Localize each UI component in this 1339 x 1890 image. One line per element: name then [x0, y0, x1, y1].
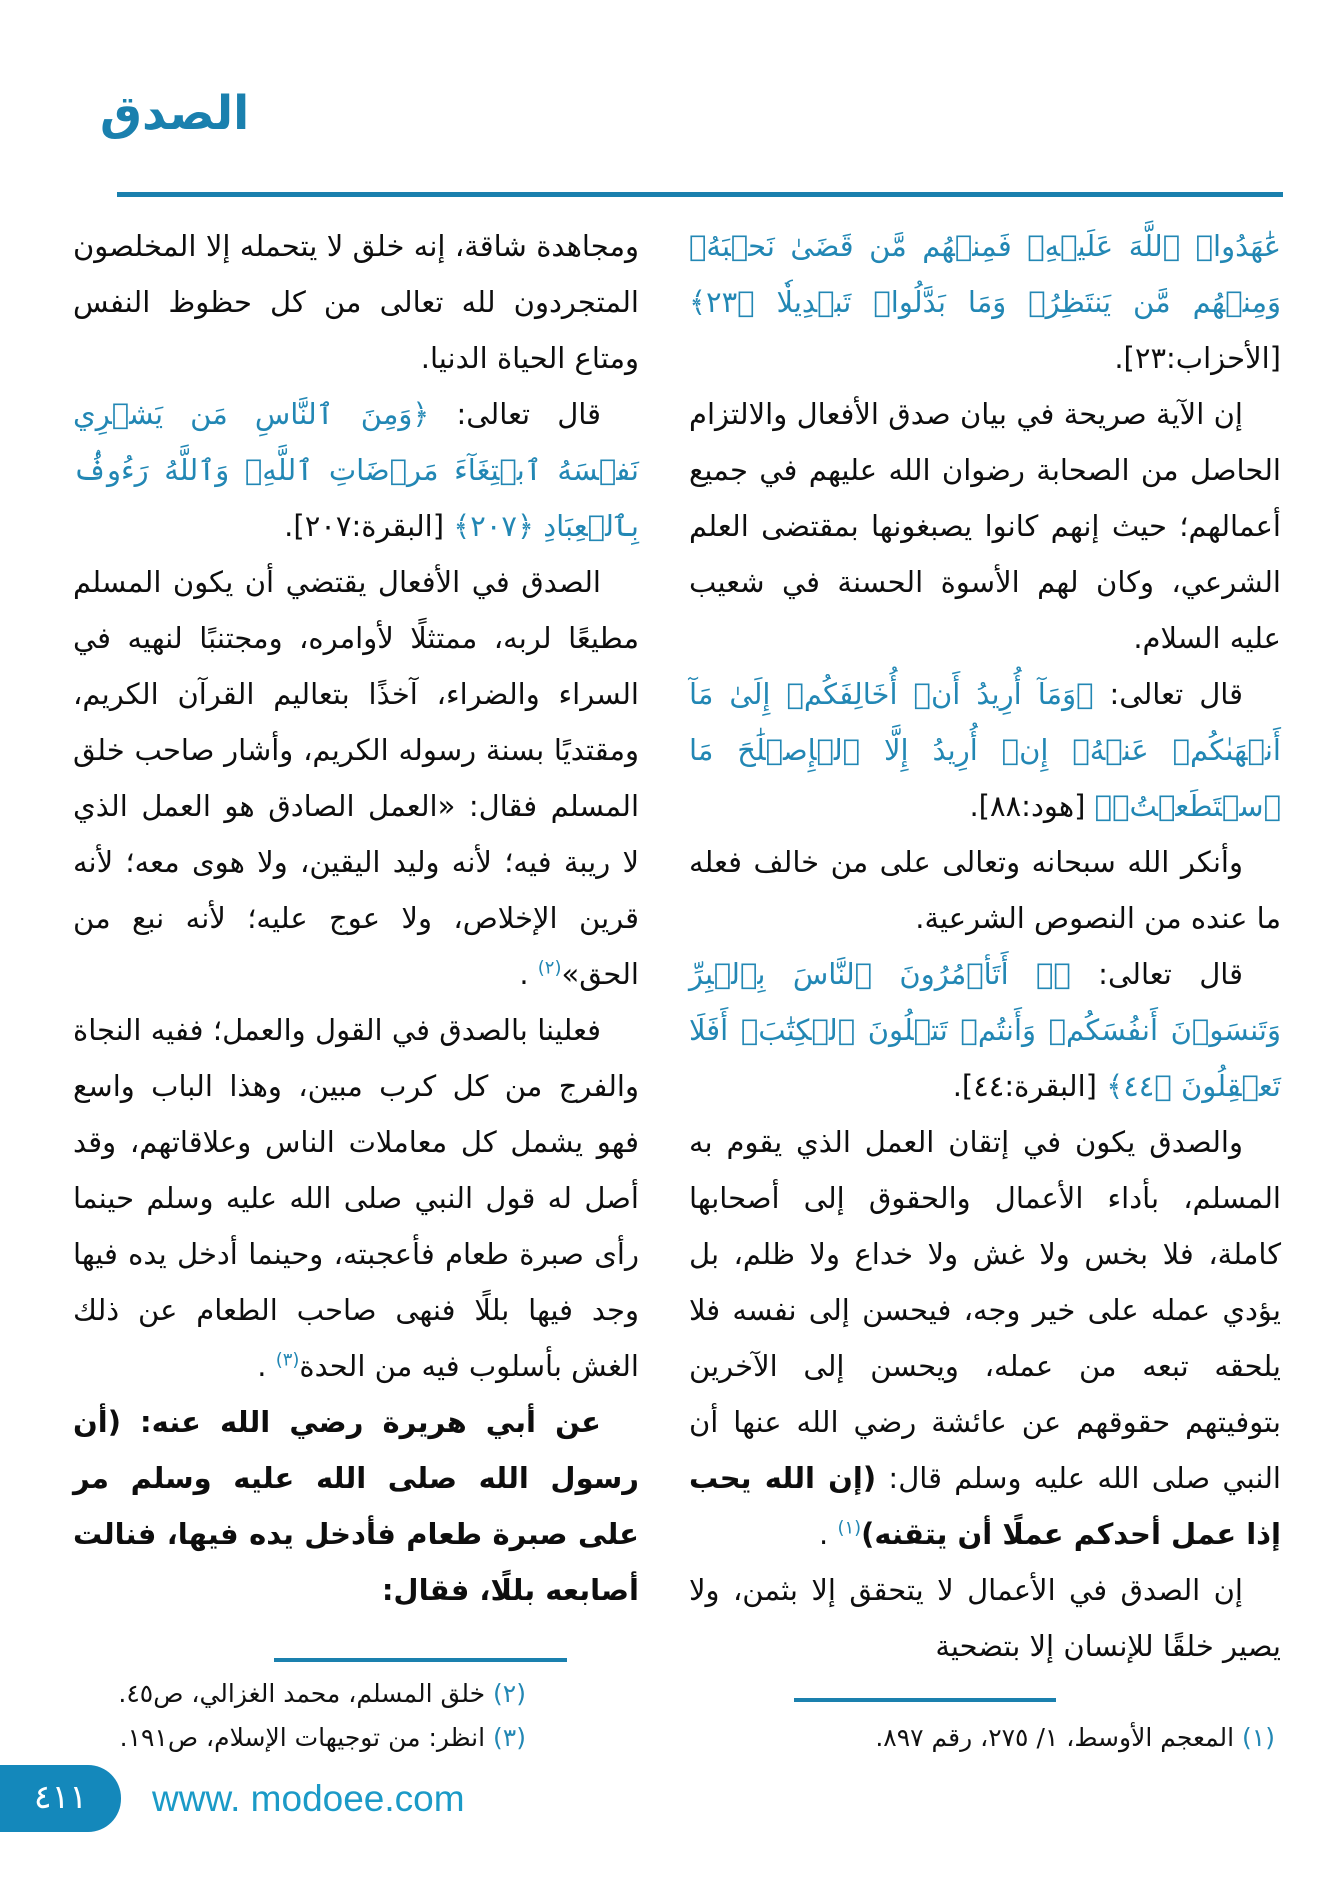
header-rule	[117, 192, 1283, 197]
footnote-text: انظر: من توجيهات الإسلام، ص١٩١.	[119, 1723, 486, 1752]
body-text: فعلينا بالصدق في القول والعمل؛ ففيه النجاة والفرج من كل كرب مبين، وهذا الباب واسع فهو يشمل كل معاملات الناس وعلاقاتهم، وقد أصل له قول النبي صلى الله عليه وسلم حينما رأى صبرة طعام فأعجبته، وحينما أدخل يده فيها وجد فيها بللًا فنهى صاحب الطعام عن ذلك الغش بأسلوب فيه من الحدة	[73, 1013, 639, 1383]
quran-verse: ﴿وَمَآ أُرِيدُ أَنۡ أُخَالِفَكُمۡ إِلَىٰ مَآ أَنۡهَىٰكُمۡ عَنۡهُۚ إِنۡ أُرِيدُ إِلَّا ٱلۡإِصۡلَٰحَ مَا ٱسۡتَطَعۡتُۚ﴾	[689, 677, 1281, 823]
body-text: الصدق في الأفعال يقتضي أن يكون المسلم مطيعًا لربه، ممتثلًا لأوامره، ومجتنبًا لنهيه في السراء والضراء، آخذًا بتعاليم القرآن الكريم، ومقتديًا بسنة رسوله الكريم، وأشار صاحب خلق المسلم فقال: «العمل الصادق هو العمل الذي لا ريبة فيه؛ لأنه وليد اليقين، ولا هوى معه؛ لأنه قرين الإخلاص، ولا عوج عليه؛ لأنه نبع من الحق»	[73, 565, 639, 991]
footnote-line	[807, 1716, 1275, 1760]
body-text: إن الآية صريحة في بيان صدق الأفعال والالتزام الحاصل من الصحابة رضوان الله عليهم في جميع أعمالهم؛ حيث إنهم كانوا يصبغونها بمقتضى العلم الشرعي، وكان لهم الأسوة الحسنة في شعيب عليه السلام.	[689, 397, 1281, 655]
column-right	[689, 218, 1281, 1674]
footnote-list	[72, 1672, 638, 1760]
footnote-marker: (٣)	[485, 1723, 526, 1752]
paragraph	[73, 1002, 639, 1394]
footnote-text: خلق المسلم، محمد الغزالي، ص٤٥.	[118, 1679, 486, 1708]
body-text: عن أبي هريرة رضي الله عنه: (أن رسول الله صلى الله عليه وسلم مر على صبرة طعام فأدخل يده فيها، فنالت أصابعه بللًا، فقال:	[73, 1405, 639, 1607]
quran-verse: عَٰهَدُوا۟ ٱللَّهَ عَلَيۡهِۖ فَمِنۡهُم مَّن قَضَىٰ نَحۡبَهُۥ وَمِنۡهُم مَّن يَنتَظِرُۖ وَمَا بَدَّلُوا۟ تَبۡدِيلٗا ﴿٢٣﴾	[689, 229, 1281, 319]
footnote-text: المعجم الأوسط، ١/ ٢٧٥، رقم ٨٩٧.	[875, 1723, 1235, 1752]
paragraph	[73, 218, 639, 386]
footnote-separator	[794, 1698, 1056, 1702]
body-text: .	[257, 1349, 276, 1383]
footnote-reference: (١)	[837, 1517, 862, 1539]
body-text: إن الصدق في الأعمال لا يتحقق إلا بثمن، ولا يصير خلقًا للإنسان إلا بتضحية	[689, 1573, 1281, 1663]
body-text: .	[519, 957, 538, 991]
body-text: [الأحزاب:٢٣].	[1114, 341, 1281, 375]
text-columns	[72, 218, 1281, 1674]
page-title: الصدق	[100, 86, 250, 141]
body-text: (إن الله يحب إذا عمل أحدكم عملًا أن يتقنه)	[689, 1461, 1281, 1551]
column-left	[73, 218, 639, 1674]
body-text: قال تعالى:	[1093, 677, 1243, 711]
paragraph	[73, 386, 639, 554]
paragraph	[689, 386, 1281, 666]
body-text: قال تعالى:	[1070, 957, 1243, 991]
paragraph	[689, 1114, 1281, 1562]
body-text: قال تعالى:	[429, 397, 601, 431]
footnote-separator	[274, 1658, 567, 1662]
footnote-line	[92, 1672, 526, 1716]
footnote-line	[92, 1716, 526, 1760]
body-text: وأنكر الله سبحانه وتعالى على من خالف فعله ما عنده من النصوص الشرعية.	[689, 845, 1281, 935]
footnotes-right	[689, 1698, 1281, 1760]
footnote-marker: (٢)	[485, 1679, 526, 1708]
paragraph	[73, 1394, 639, 1618]
paragraph	[689, 218, 1281, 386]
body-text: [البقرة:٤٤].	[952, 1069, 1107, 1103]
footer-url: www. modoee.com	[152, 1778, 465, 1819]
footnote-marker: (١)	[1234, 1723, 1275, 1752]
page-number: ٤١١	[33, 1777, 88, 1816]
body-text: والصدق يكون في إتقان العمل الذي يقوم به المسلم، بأداء الأعمال والحقوق إلى أصحابها كاملة، فلا بخس ولا غش ولا خداع ولا ظلم، بل يؤدي عمله على خير وجه، فيحسن إلى نفسه فلا يلحقه تبعه من عمله، ويحسن إلى الآخرين بتوفيتهم حقوقهم عن عائشة رضي الله عنها أن النبي صلى الله عليه وسلم قال:	[689, 1125, 1281, 1495]
footnotes-left	[72, 1658, 638, 1760]
paragraph	[689, 834, 1281, 946]
quran-verse: ﴿وَمِنَ ٱلنَّاسِ مَن يَشۡرِي نَفۡسَهُ ٱبۡتِغَآءَ مَرۡضَاتِ ٱللَّهِۗ وَٱللَّهُ رَءُوفُۢ بِٱلۡعِبَادِ ﴿٢٠٧﴾	[73, 397, 639, 543]
paragraph	[73, 554, 639, 1002]
body-text: [هود:٨٨].	[969, 789, 1095, 823]
paragraph	[689, 666, 1281, 834]
footnote-reference: (٢)	[537, 957, 562, 979]
body-text: [البقرة:٢٠٧].	[284, 509, 454, 543]
body-text: ومجاهدة شاقة، إنه خلق لا يتحمله إلا المخلصون المتجردون لله تعالى من كل حظوظ النفس ومتاع الحياة الدنيا.	[73, 229, 639, 375]
paragraph	[689, 946, 1281, 1114]
footnote-reference: (٣)	[275, 1349, 300, 1371]
footnote-list	[689, 1716, 1281, 1760]
body-text: .	[819, 1517, 838, 1551]
paragraph	[689, 1562, 1281, 1674]
quran-verse: ﴿۞ أَتَأۡمُرُونَ ٱلنَّاسَ بِٱلۡبِرِّ وَتَنسَوۡنَ أَنفُسَكُمۡ وَأَنتُمۡ تَتۡلُونَ ٱلۡكِتَٰبَۚ أَفَلَا تَعۡقِلُونَ ﴿٤٤﴾	[689, 957, 1281, 1103]
page-number-tab	[0, 1765, 121, 1832]
